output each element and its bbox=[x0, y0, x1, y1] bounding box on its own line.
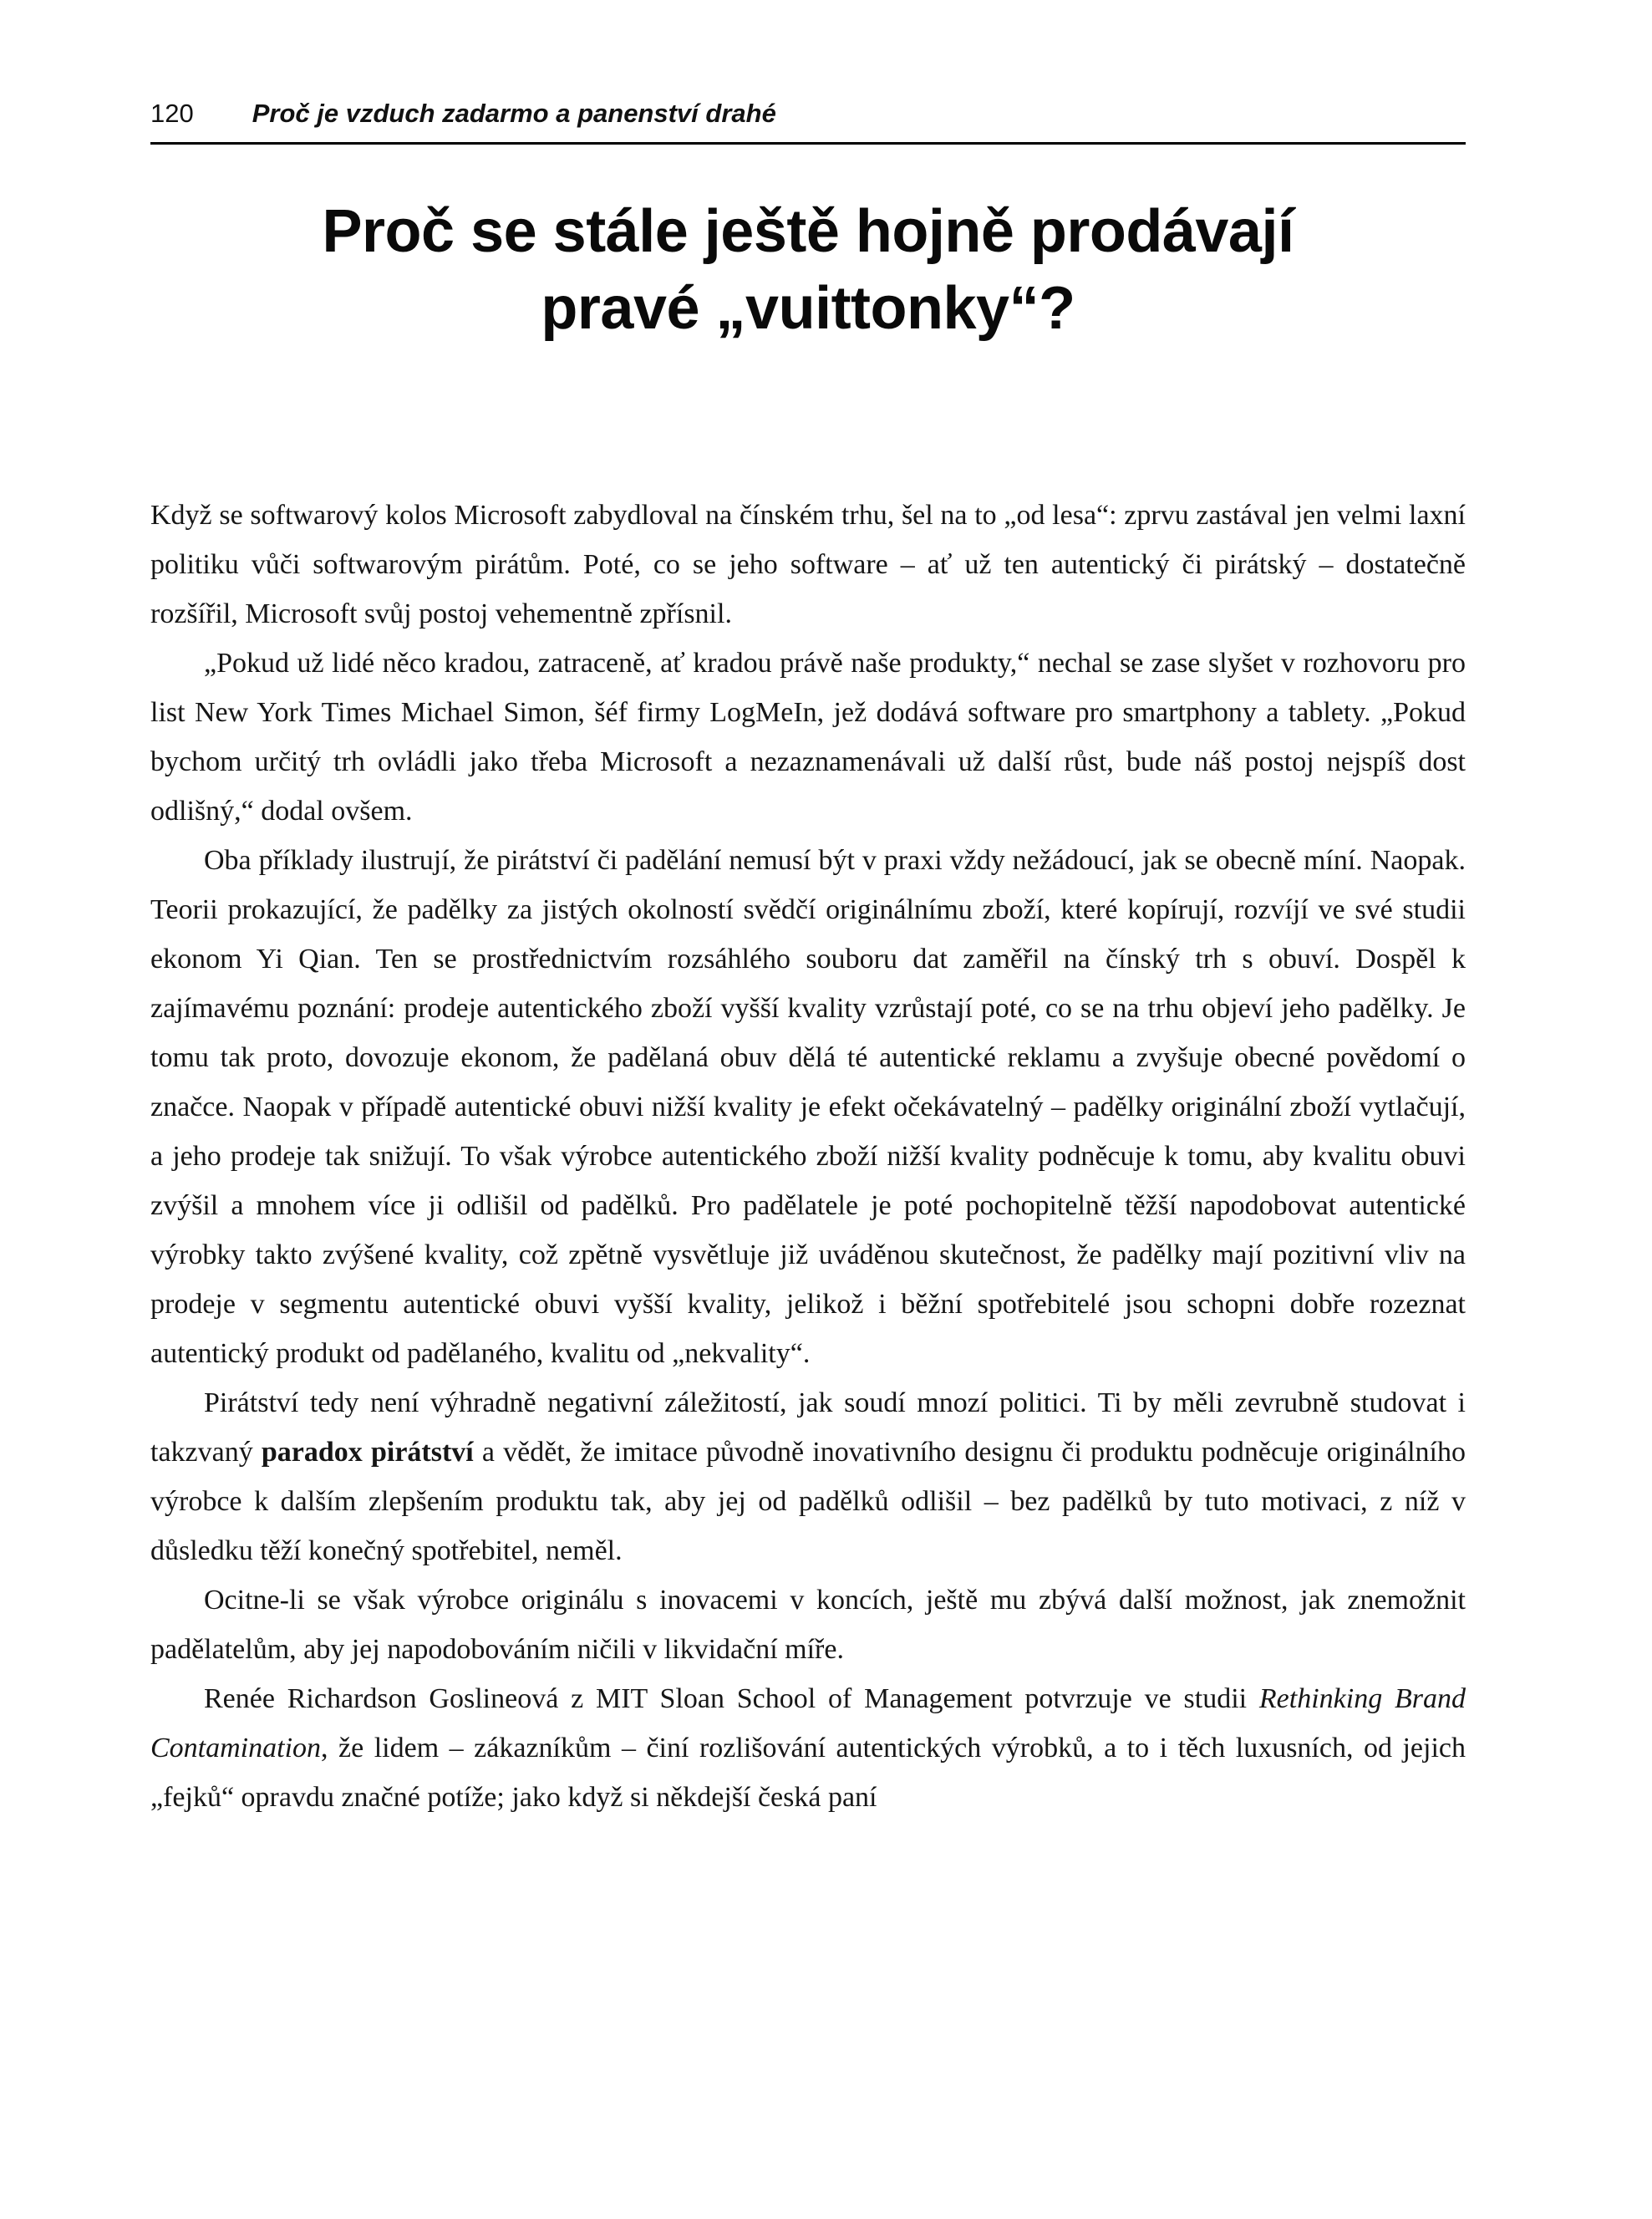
running-title: Proč je vzduch zadarmo a panenství drahé bbox=[252, 99, 776, 128]
paragraph-2: „Pokud už lidé něco kradou, zatraceně, ať kradou právě naše produkty,“ nechal se zase slyšet v rozhovoru pro list New York Times Michael Simon, šéf firmy LogMeIn, jež dodává software pro smartphony a tablety. „Pokud bychom určitý trh ovládli jako třeba Microsoft a nezaznamenávali už další růst, bude náš postoj nejspíš dost odlišný,“ dodal ovšem. bbox=[150, 648, 1466, 827]
paragraph-6: Renée Richardson Goslineová z MIT Sloan School of Management potvrzuje ve studii Rethinking Brand Contamination, že lidem – zákazníkům – činí rozlišování autentických výrobků, a to i těch luxusních, od jejich „fejků“ opravdu značné potíže; jako když si někdejší česká paní bbox=[150, 1683, 1466, 1814]
chapter-title bbox=[150, 193, 1466, 347]
header-rule bbox=[150, 142, 1466, 145]
paragraph-3: Oba příklady ilustrují, že pirátství či padělání nemusí být v praxi vždy nežádoucí, jak se obecně míní. Naopak. Teorii prokazující, že padělky za jistých okolností svědčí originálnímu zboží, které kopírují, rozvíjí ve své studii ekonom Yi Qian. Ten se prostřednictvím rozsáhlého souboru dat zaměřil na čínský trh s obuví. Dospěl k zajímavému poznání: prodeje autentického zboží vyšší kvality vzrůstají poté, co se na trhu objeví jeho padělky. Je tomu tak proto, dovozuje ekonom, že padělaná obuv dělá té autentické reklamu a zvyšuje obecné povědomí o značce. Naopak v případě autentické obuvi nižší kvality je efekt očekávatelný – padělky originální zboží vytlačují, a jeho prodeje tak snižují. To však výrobce autentického zboží nižší kvality podněcuje k tomu, aby kvalitu obuvi zvýšil a mnohem více ji odlišil od padělků. Pro padělatele je poté pochopitelně těžší napodobovat autentické výrobky takto zvýšené kvality, což zpětně vysvětluje již uváděnou skutečnost, že padělky mají pozitivní vliv na prodeje v segmentu autentické obuvi vyšší kvality, jelikož i běžní spotřebitelé jsou schopni dobře rozeznat autentický produkt od padělaného, kvalitu od „nekvality“. bbox=[150, 845, 1466, 1370]
paragraph-5: Ocitne-li se však výrobce originálu s inovacemi v koncích, ještě mu zbývá další možnost, jak znemožnit padělatelům, aby jej napodobováním ničili v likvidační míře. bbox=[150, 1585, 1466, 1666]
page-number: 120 bbox=[150, 99, 194, 128]
paragraph-1: Když se softwarový kolos Microsoft zabydloval na čínském trhu, šel na to „od lesa“: zprvu zastával jen velmi laxní politiku vůči softwarovým pirátům. Poté, co se jeho software – ať už ten autentický či pirátský – dostatečně rozšířil, Microsoft svůj postoj vehementně zpřísnil. bbox=[150, 500, 1466, 630]
body-text bbox=[150, 491, 1466, 1822]
chapter-title-line-1: Proč se stále ještě hojně prodávají bbox=[322, 198, 1294, 265]
chapter-title-line-2: pravé „vuittonky“? bbox=[541, 275, 1075, 343]
paragraph-4: Pirátství tedy není výhradně negativní záležitostí, jak soudí mnozí politici. Ti by měli zevrubně studovat i takzvaný paradox pirátství a vědět, že imitace původně inovativního designu či produktu podněcuje originálního výrobce k dalším zlepšením produktu tak, aby jej od padělků odlišil – bez padělků by tuto motivaci, z níž v důsledku těží konečný spotřebitel, neměl. bbox=[150, 1387, 1466, 1567]
page-header bbox=[150, 99, 1466, 129]
